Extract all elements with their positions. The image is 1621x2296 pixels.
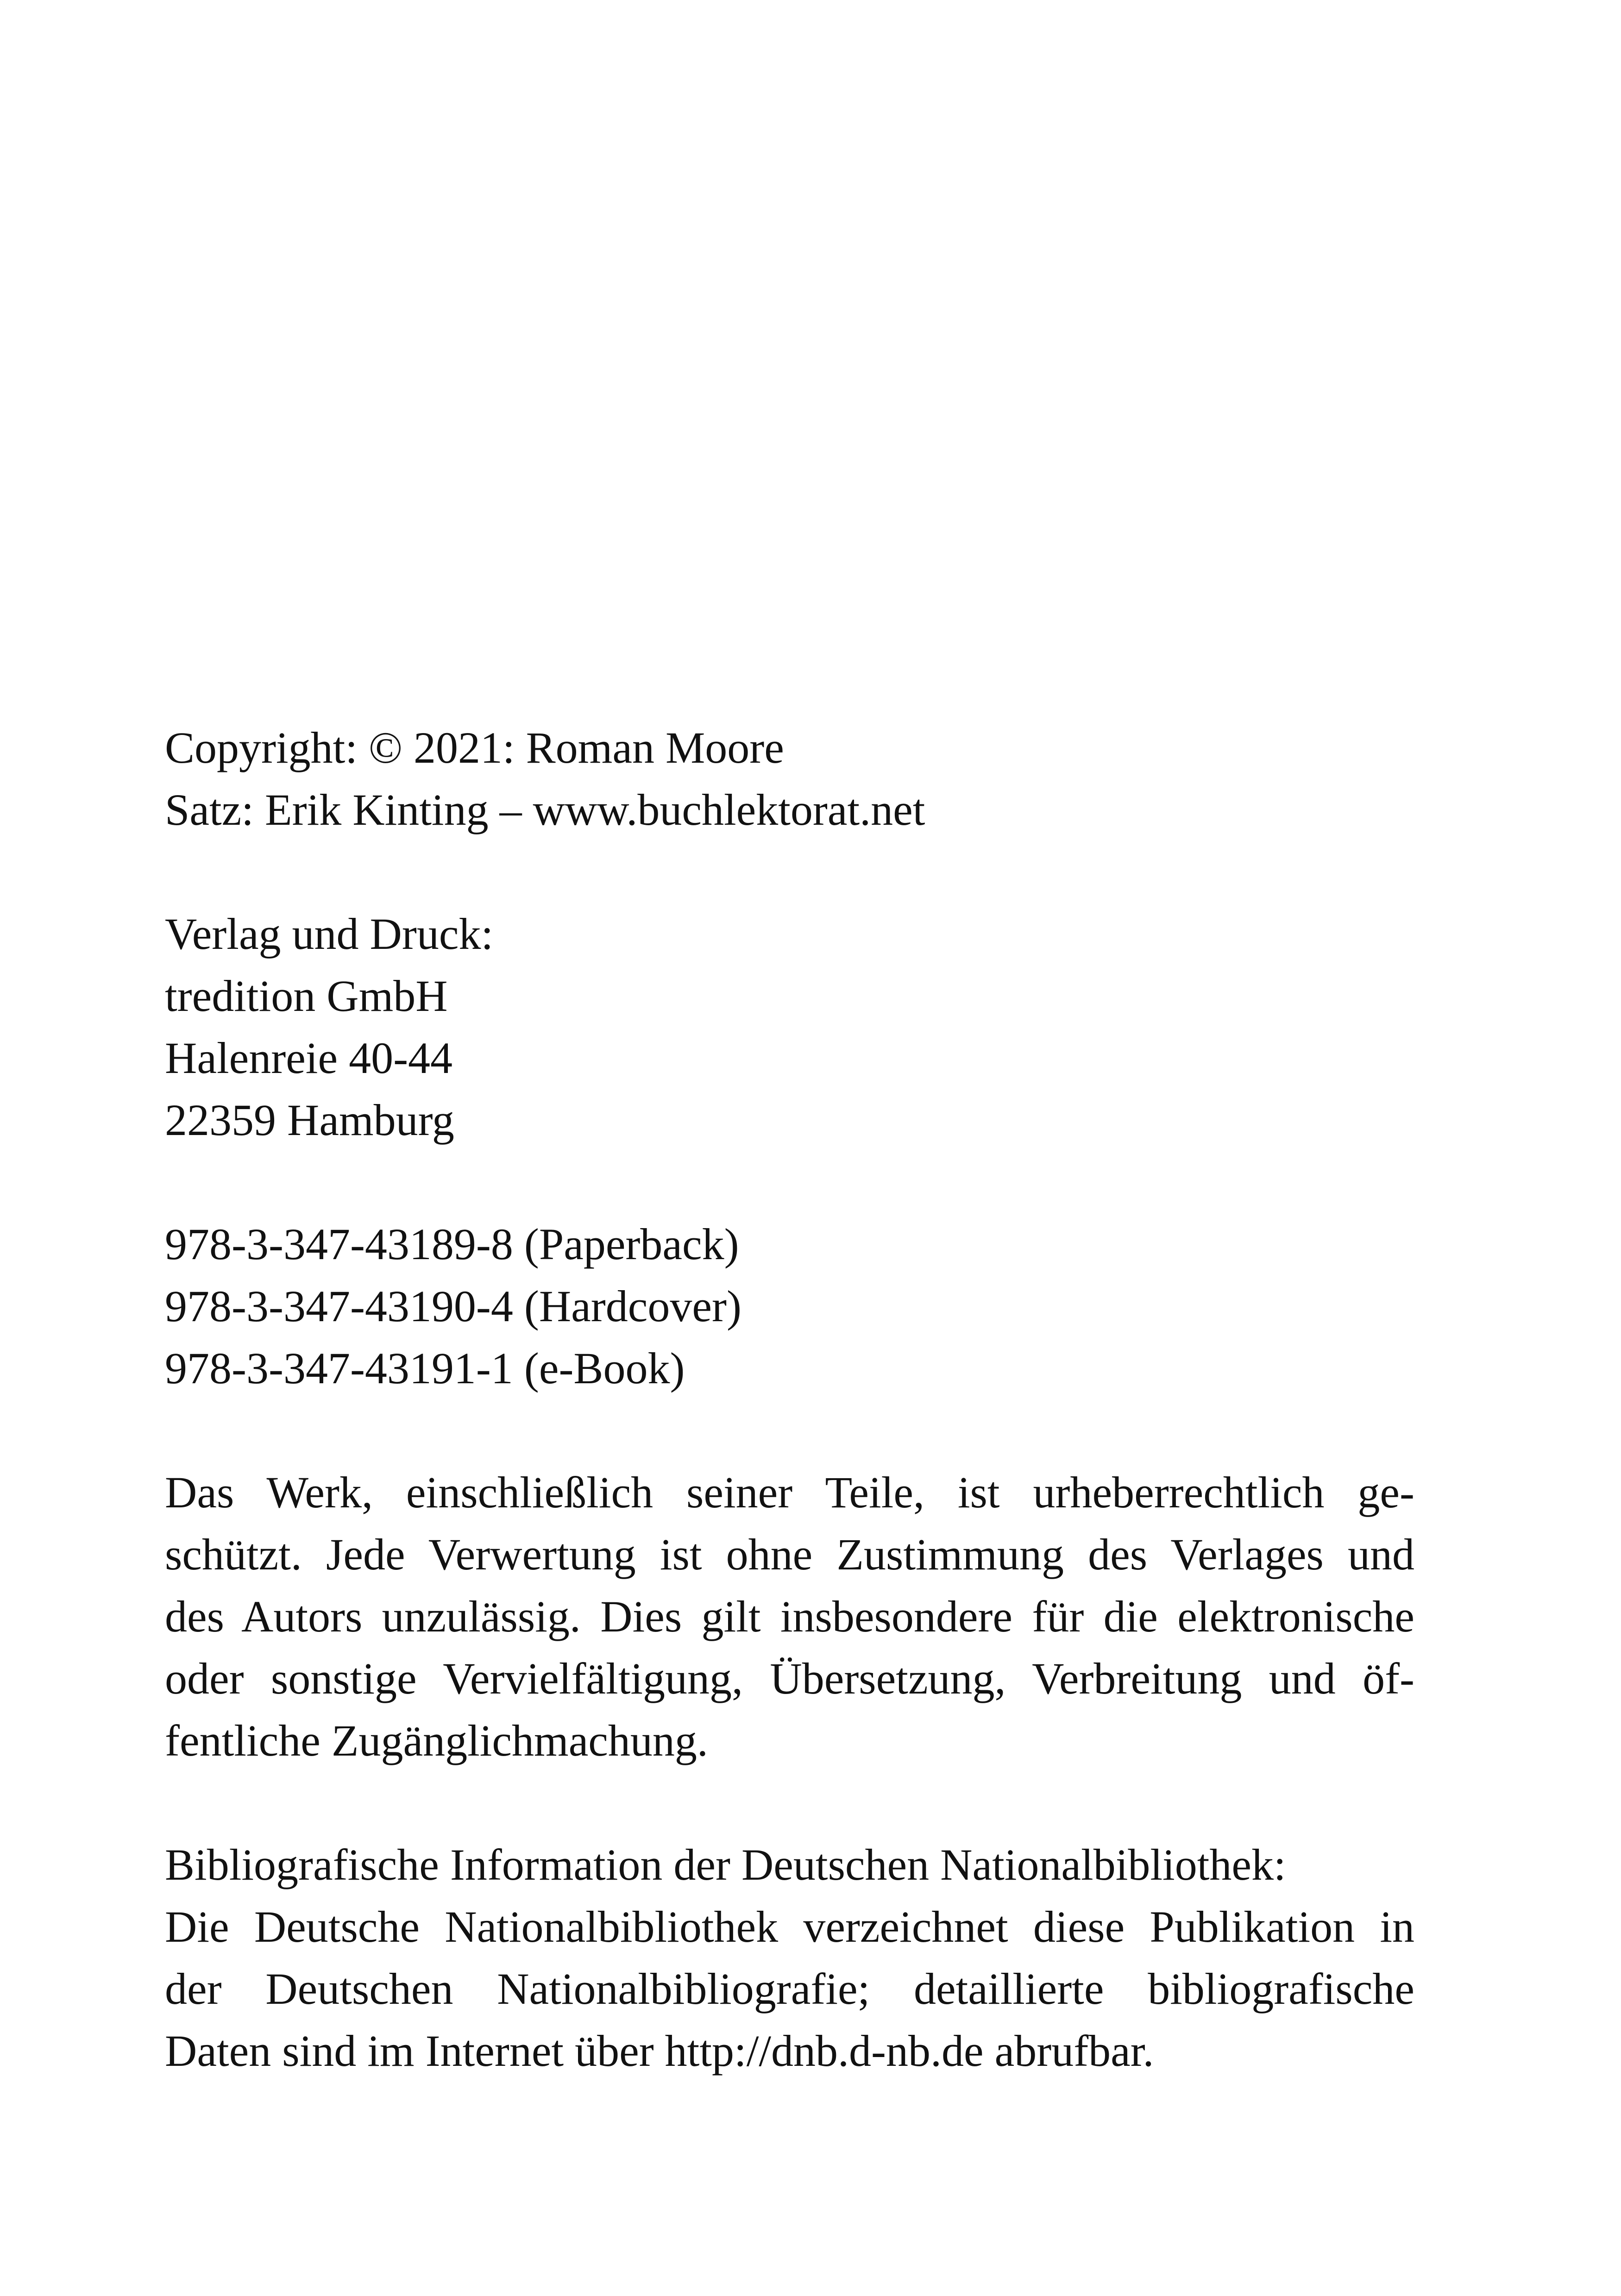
rights-line: oder sonstige Vervielfältigung, Übersetzung, Verbreitung und öf- [165,1654,1414,1703]
spacer [165,1151,1414,1213]
spacer [165,1772,1414,1834]
rights-line: des Autors unzulässig. Dies gilt insbesondere für die elektronische [165,1592,1414,1641]
rights-line: schützt. Jede Verwertung ist ohne Zustimmung des Verlages und [165,1530,1414,1579]
rights-line: fentliche Zugänglichmachung. [165,1716,708,1765]
publisher-name: tredition GmbH [165,971,448,1021]
typesetting-line: Satz: Erik Kinting – www.buchlektorat.net [165,785,925,834]
publisher-city: 22359 Hamburg [165,1095,454,1145]
rights-line: Das Werk, einschließlich seiner Teile, ist urheberrechtlich ge- [165,1468,1414,1517]
publisher-street: Halenreie 40-44 [165,1033,453,1083]
bibliography-line: Daten sind im Internet über http://dnb.d-nb.de abrufbar. [165,2026,1154,2076]
spacer [165,1399,1414,1462]
imprint-page [165,717,1414,2082]
rights-paragraph [165,1462,1414,1772]
isbn-paperback: 978-3-347-43189-8 (Paperback) [165,1219,739,1269]
publisher-heading: Verlag und Druck: [165,909,494,959]
spacer [165,841,1414,903]
isbn-hardcover: 978-3-347-43190-4 (Hardcover) [165,1281,741,1331]
bibliography-paragraph [165,1896,1414,2082]
bibliography-heading: Bibliografische Information der Deutschen Nationalbibliothek: [165,1840,1286,1889]
bibliography-line: der Deutschen Nationalbibliografie; detaillierte bibliografische [165,1964,1414,2014]
copyright-line: Copyright: © 2021: Roman Moore [165,723,784,772]
isbn-ebook: 978-3-347-43191-1 (e-Book) [165,1343,685,1393]
bibliography-line: Die Deutsche Nationalbibliothek verzeichnet diese Publikation in [165,1902,1414,1951]
